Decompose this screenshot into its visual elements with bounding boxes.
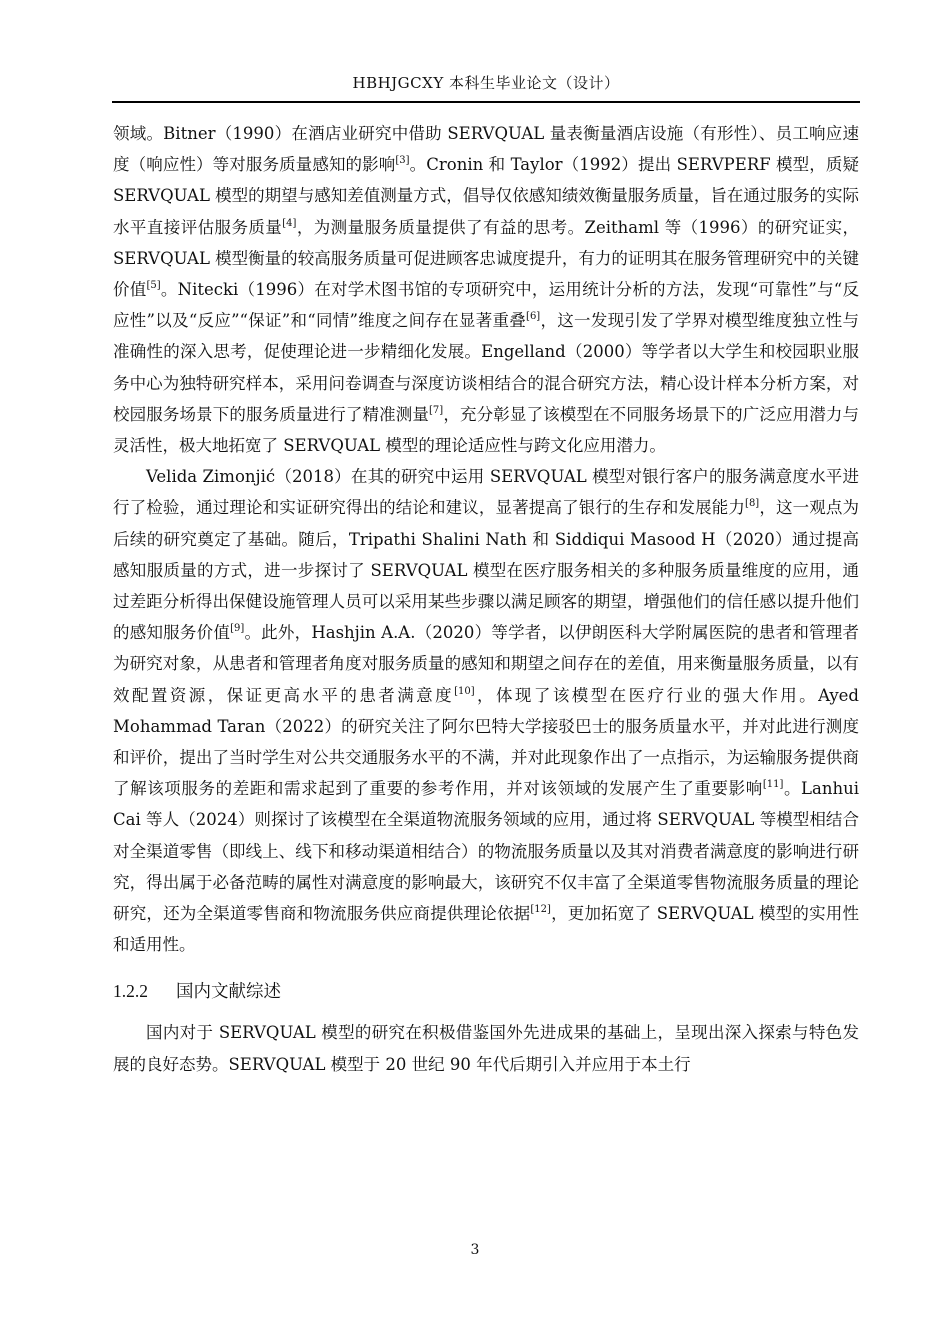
text-run: 领域。Bitner（1990）在酒店业研究中借助 SERVQUAL 量表衡量酒店设施（有形性）、员工响应速度（响应性）等对服务质量感知的影响 (113, 124, 859, 175)
text-run: ，这一发现引发了学界对模型维度独立性与准确性的深入思考，促使理论进一步精细化发展。Engelland（2000）等学者以大学生和校园职业服务中心为独特研究样本，采用问卷调查与深度访谈相结合的混合研究方法，精心设计样本分析方案，对校园服务场景下的服务质量进行了精准测量 (113, 311, 859, 424)
citation-ref: [9] (230, 623, 245, 635)
text-run: ，充分彰显了该模型在不同服务场景下的广泛应用潜力与灵活性，极大地拓宽了 SERVQUAL 模型的理论适应性与跨文化应用潜力。 (113, 404, 860, 456)
paragraph-2 (113, 461, 859, 960)
text-run: ，为测量服务质量提供了有益的思考。Zeithaml 等（1996）的研究证实，SERVQUAL 模型衡量的较高服务质量可促进顾客忠诚度提升，有力的证明其在服务管理研究中的关键价值 (113, 217, 860, 300)
section-number: 1.2.2 (113, 981, 148, 1002)
page-header: HBHJGCXY 本科生毕业论文（设计） (112, 72, 860, 103)
text-run: Velida Zimonjić（2018）在其的研究中运用 SERVQUAL 模型对银行客户的服务满意度水平进行了检验，通过理论和实证研究得出的结论和建议，显著提高了银行的生存和发展能力 (113, 467, 859, 518)
text-run: 。Cronin 和 Taylor（1992）提出 SERVPERF 模型，质疑 SERVQUAL 模型的期望与感知差值测量方式，倡导仅依感知绩效衡量服务质量，旨在通过服务的实际水平直接评估服务质量 (113, 155, 859, 237)
page-number: 3 (470, 1242, 480, 1258)
citation-ref: [6] (526, 311, 541, 323)
text-run: 。Nitecki（1996）在对学术图书馆的专项研究中，运用统计分析的方法，发现“可靠性”与“反应性”以及“反应”“保证”和“同情”维度之间存在显著重叠 (113, 280, 859, 331)
paragraph-1 (113, 118, 859, 461)
section-heading (113, 976, 859, 1007)
text-run: 。此外，Hashjin A.A.（2020）等学者，以伊朗医科大学附属医院的患者和管理者为研究对象，从患者和管理者角度对服务质量的感知和期望之间存在的差值，用来衡量服务质量，以有效配置资源，保证更高水平的患者满意度 (113, 623, 860, 705)
citation-ref: [8] (745, 498, 760, 510)
text-run: 国内对于 SERVQUAL 模型的研究在积极借鉴国外先进成果的基础上，呈现出深入探索与特色发展的良好态势。SERVQUAL 模型于 20 世纪 90 年代后期引入并应用于本土行 (113, 1023, 859, 1074)
citation-ref: [7] (429, 404, 444, 416)
text-run: ，这一观点为后续的研究奠定了基础。随后，Tripathi Shalini Nath 和 Siddiqui Masood H（2020）通过提高感知服质量的方式，进一步探讨了 SERVQUAL 模型在医疗服务相关的多种服务质量维度的应用，通过差距分析得出保健设施管理人员可以采用某些步骤以满足顾客的期望，增强他们的信任感以提升他们的感知服务价值 (113, 498, 860, 643)
citation-ref: [10] (454, 685, 475, 697)
citation-ref: [11] (762, 779, 784, 791)
text-run: ，更加拓宽了 SERVQUAL 模型的实用性和适用性。 (113, 904, 859, 955)
text-run: ，体现了该模型在医疗行业的强大作用。Ayed Mohammad Taran（2022）的研究关注了阿尔巴特大学接驳巴士的服务质量水平，并对此进行测度和评价，提出了当时学生对公共交通服务水平的不满，并对此现象作出了一点指示，为运输服务提供商了解该项服务的差距和需求起到了重要的参考作用，并对该领域的发展产生了重要影响 (113, 685, 859, 799)
paragraph-3 (113, 1017, 859, 1079)
citation-ref: [12] (530, 904, 551, 916)
citation-ref: [5] (146, 280, 161, 292)
section-title: 国内文献综述 (176, 982, 281, 1003)
body-text (113, 118, 859, 1080)
text-run: 。Lanhui Cai 等人（2024）则探讨了该模型在全渠道物流服务领域的应用，通过将 SERVQUAL 等模型相结合对全渠道零售（即线上、线下和移动渠道相结合）的物流服务质量以及其对消费者满意度的影响进行研究，得出属于必备范畴的属性对满意度的影响最大，该研究不仅丰富了全渠道零售物流服务质量的理论研究，还为全渠道零售商和物流服务供应商提供理论依据 (113, 779, 860, 924)
citation-ref: [3] (395, 155, 410, 167)
citation-ref: [4] (282, 217, 297, 229)
